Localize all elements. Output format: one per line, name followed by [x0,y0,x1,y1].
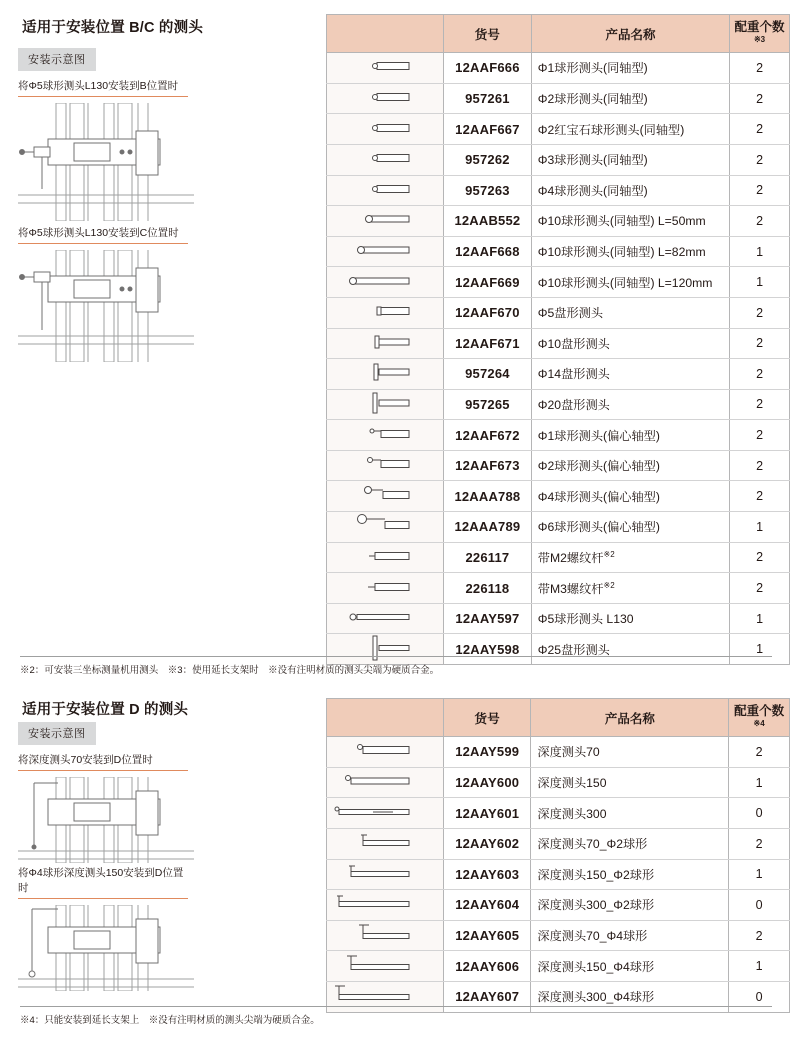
row-product-name: 深度测头70_Φ4球形 [531,920,729,951]
row-probe-image [327,481,444,512]
row-probe-image [327,828,444,859]
ball-probe-l130-icon [333,604,437,630]
diagram-svg-d2 [18,905,198,991]
row-counterweight-count: 1 [730,603,790,634]
row-counterweight-count: 1 [729,859,790,890]
row-probe-image [327,175,444,206]
row-part-code: 957262 [444,144,532,175]
disc-probe-14-icon [333,359,437,385]
row-probe-image [327,450,444,481]
diagram-d [18,722,318,991]
table-row [327,297,790,328]
row-counterweight-count: 2 [730,359,790,390]
header-qty [730,15,790,53]
footnote-bc: ※2：可安装三坐标测量机用测头 ※3：使用延长支架时 ※没有注明材质的测头尖端为硬质合金。 [20,656,772,676]
row-counterweight-count: 2 [730,542,790,573]
table-row [327,359,790,390]
row-part-code: 12AAF667 [444,114,532,145]
table-row [327,175,790,206]
diagram-svg-b [18,103,198,221]
row-counterweight-count: 2 [730,450,790,481]
section-bc-title: 适用于安装位置 B/C 的测头 [22,20,204,36]
ball-probe-long120-icon [333,268,437,294]
diagram-caption-b: 将Φ5球形测头L130安装到B位置时 [18,78,188,97]
depth-probe-300-icon [333,799,437,825]
table-row [327,144,790,175]
row-product-name: Φ2球形测头(同轴型) [531,83,729,114]
depth-ball-150-2-icon [333,860,437,886]
row-product-name: Φ2球形测头(偏心轴型) [531,450,729,481]
offset-probe-6-icon [333,512,437,538]
table-row [327,328,790,359]
disc-probe-5-icon [333,298,437,324]
row-part-code: 957263 [444,175,532,206]
row-part-code: 12AAF673 [444,450,532,481]
ball-probe-long82-icon [333,237,437,263]
row-part-code: 12AAY600 [444,767,531,798]
row-part-code: 12AAF666 [444,53,532,84]
row-part-code: 12AAY598 [444,634,532,665]
row-probe-image [327,512,444,543]
header-qty-label: 配重个数 [734,20,785,34]
row-counterweight-count: 1 [730,634,790,665]
diagram-illustration-d2 [18,905,198,991]
header-qty-sup: ※4 [753,719,765,728]
row-probe-image [327,297,444,328]
row-product-name: Φ10球形测头(同轴型) L=50mm [531,206,729,237]
offset-probe-2-icon [333,451,437,477]
row-counterweight-count: 1 [730,236,790,267]
row-product-name: 深度测头70 [531,737,729,768]
table-row [327,53,790,84]
row-counterweight-count: 2 [729,737,790,768]
thread-rod-m2-icon [333,543,437,569]
table-row [327,920,790,951]
parts-table-d [326,698,790,1013]
footnote-d: ※4：只能安装到延长支架上 ※没有注明材质的测头尖端为硬质合金。 [20,1006,772,1026]
row-part-code: 12AAY601 [444,798,531,829]
row-probe-image [327,359,444,390]
row-part-code: 12AAF672 [444,420,532,451]
row-counterweight-count: 2 [730,328,790,359]
row-part-code: 226117 [444,542,532,573]
row-counterweight-count: 2 [730,144,790,175]
row-part-code: 12AAA788 [444,481,532,512]
table-row [327,236,790,267]
row-probe-image [327,798,444,829]
parts-table-bc [326,14,790,665]
offset-probe-1-icon [333,421,437,447]
row-probe-image [327,53,444,84]
row-product-name: Φ10球形测头(同轴型) L=120mm [531,267,729,298]
row-product-name: 深度测头300_Φ2球形 [531,890,729,921]
table-row [327,420,790,451]
diagram-bc [18,48,318,370]
row-part-code: 957261 [444,83,532,114]
row-counterweight-count: 2 [730,114,790,145]
header-image [327,699,444,737]
row-counterweight-count: 2 [730,389,790,420]
table-header-row [327,15,790,53]
table-row [327,798,790,829]
table-row [327,828,790,859]
row-product-name: 深度测头300 [531,798,729,829]
row-part-code: 12AAF671 [444,328,532,359]
row-probe-image [327,542,444,573]
table-row [327,542,790,573]
diagram-caption-d2: 将Φ4球形深度测头150安装到D位置时 [18,865,188,899]
row-product-name: Φ1球形测头(偏心轴型) [531,420,729,451]
row-probe-image [327,328,444,359]
row-product-name: Φ25盘形测头 [531,634,729,665]
ball-probe-small-icon [333,145,437,171]
row-probe-image [327,859,444,890]
row-product-name: Φ5盘形测头 [531,297,729,328]
header-qty-sup: ※3 [753,35,766,44]
row-probe-image [327,236,444,267]
depth-probe-70-icon [333,737,437,763]
thread-rod-m3-icon [333,574,437,600]
row-name-footnote-mark: ※2 [603,549,615,559]
depth-probe-150-icon [333,768,437,794]
row-part-code: 12AAF669 [444,267,532,298]
diagram-illustration-d1 [18,777,198,863]
row-counterweight-count: 0 [729,798,790,829]
row-part-code: 12AAA789 [444,512,532,543]
header-code: 货号 [444,699,531,737]
row-product-name: Φ5球形测头 L130 [531,603,729,634]
row-part-code: 957265 [444,389,532,420]
table-row [327,603,790,634]
row-product-name: Φ3球形测头(同轴型) [531,144,729,175]
diagram-caption-d1: 将深度测头70安装到D位置时 [18,752,188,771]
row-name-footnote-mark: ※2 [603,580,615,590]
row-counterweight-count: 2 [730,481,790,512]
row-product-name: 带M2螺纹杆$^{※2}$ [531,542,729,573]
row-product-name: Φ14盘形测头 [531,359,729,390]
row-probe-image [327,890,444,921]
row-part-code: 12AAY597 [444,603,532,634]
row-counterweight-count: 2 [730,53,790,84]
row-part-code: 12AAF668 [444,236,532,267]
disc-probe-20-icon [333,390,437,416]
diagram-caption-c: 将Φ5球形测头L130安装到C位置时 [18,225,188,244]
header-code: 货号 [444,15,532,53]
row-probe-image [327,114,444,145]
row-counterweight-count: 2 [730,206,790,237]
depth-ball-150-4-icon [333,952,437,978]
table-row [327,450,790,481]
row-product-name: Φ4球形测头(偏心轴型) [531,481,729,512]
row-part-code: 12AAY605 [444,920,531,951]
row-probe-image [327,767,444,798]
table-row [327,859,790,890]
row-product-name: 深度测头150_Φ4球形 [531,951,729,982]
table-row [327,267,790,298]
row-probe-image [327,83,444,114]
diagram-illustration-c [18,250,198,370]
header-qty [729,699,790,737]
diagram-illustration-b [18,103,198,223]
diagram-svg-c [18,250,198,362]
row-part-code: 226118 [444,573,532,604]
row-counterweight-count: 1 [730,267,790,298]
disc-probe-10-icon [333,329,437,355]
row-counterweight-count: 2 [729,920,790,951]
ball-probe-small-icon [333,84,437,110]
ball-probe-long50-icon [333,206,437,232]
diagram-badge-d: 安装示意图 [18,722,96,745]
row-product-name: 深度测头150_Φ2球形 [531,859,729,890]
table-row [327,737,790,768]
row-probe-image [327,420,444,451]
offset-probe-4-icon [333,482,437,508]
table-row [327,890,790,921]
diagram-svg-d1 [18,777,198,863]
row-counterweight-count: 1 [729,951,790,982]
table-row [327,389,790,420]
row-product-name: 带M3螺纹杆$^{※2}$ [531,573,729,604]
row-counterweight-count: 2 [730,175,790,206]
table-row [327,512,790,543]
table-header-row [327,699,790,737]
table-row [327,83,790,114]
row-part-code: 957264 [444,359,532,390]
depth-ball-300-2-icon [333,890,437,916]
row-product-name: Φ10球形测头(同轴型) L=82mm [531,236,729,267]
depth-ball-70-4-icon [333,921,437,947]
row-product-name: Φ6球形测头(偏心轴型) [531,512,729,543]
table-row [327,767,790,798]
row-counterweight-count: 2 [730,573,790,604]
row-part-code: 12AAY606 [444,951,531,982]
row-product-name: 深度测头300_Φ4球形 [531,981,729,1012]
row-product-name: Φ4球形测头(同轴型) [531,175,729,206]
section-d-title: 适用于安装位置 D 的测头 [22,702,189,718]
row-counterweight-count: 1 [729,767,790,798]
row-part-code: 12AAY607 [444,981,531,1012]
row-counterweight-count: 1 [730,512,790,543]
row-part-code: 12AAY603 [444,859,531,890]
row-part-code: 12AAB552 [444,206,532,237]
row-part-code: 12AAF670 [444,297,532,328]
row-probe-image [327,920,444,951]
table-row [327,481,790,512]
row-part-code: 12AAY602 [444,828,531,859]
row-probe-image [327,573,444,604]
row-probe-image [327,951,444,982]
row-counterweight-count: 2 [729,828,790,859]
row-probe-image [327,389,444,420]
table-row [327,951,790,982]
row-counterweight-count: 2 [730,83,790,114]
row-probe-image [327,737,444,768]
header-name: 产品名称 [531,15,729,53]
row-product-name: Φ1球形测头(同轴型) [531,53,729,84]
row-counterweight-count: 2 [730,420,790,451]
row-product-name: Φ10盘形测头 [531,328,729,359]
table-row [327,573,790,604]
row-product-name: 深度测头150 [531,767,729,798]
depth-ball-70-2-icon [333,829,437,855]
diagram-badge: 安装示意图 [18,48,96,71]
row-counterweight-count: 2 [730,297,790,328]
row-product-name: Φ20盘形测头 [531,389,729,420]
header-name: 产品名称 [531,699,729,737]
ball-probe-small-icon [333,115,437,141]
row-probe-image [327,206,444,237]
row-part-code: 12AAY599 [444,737,531,768]
row-counterweight-count: 0 [729,890,790,921]
row-counterweight-count: 0 [729,981,790,1012]
row-product-name: Φ2红宝石球形测头(同轴型) [531,114,729,145]
row-probe-image [327,144,444,175]
ball-probe-small-icon [333,176,437,202]
depth-ball-300-4-icon [333,982,437,1008]
row-probe-image [327,603,444,634]
row-probe-image [327,267,444,298]
table-row [327,114,790,145]
row-part-code: 12AAY604 [444,890,531,921]
table-row [327,206,790,237]
header-image [327,15,444,53]
row-product-name: 深度测头70_Φ2球形 [531,828,729,859]
ball-probe-small-icon [333,53,437,79]
header-qty-label: 配重个数 [734,704,785,718]
